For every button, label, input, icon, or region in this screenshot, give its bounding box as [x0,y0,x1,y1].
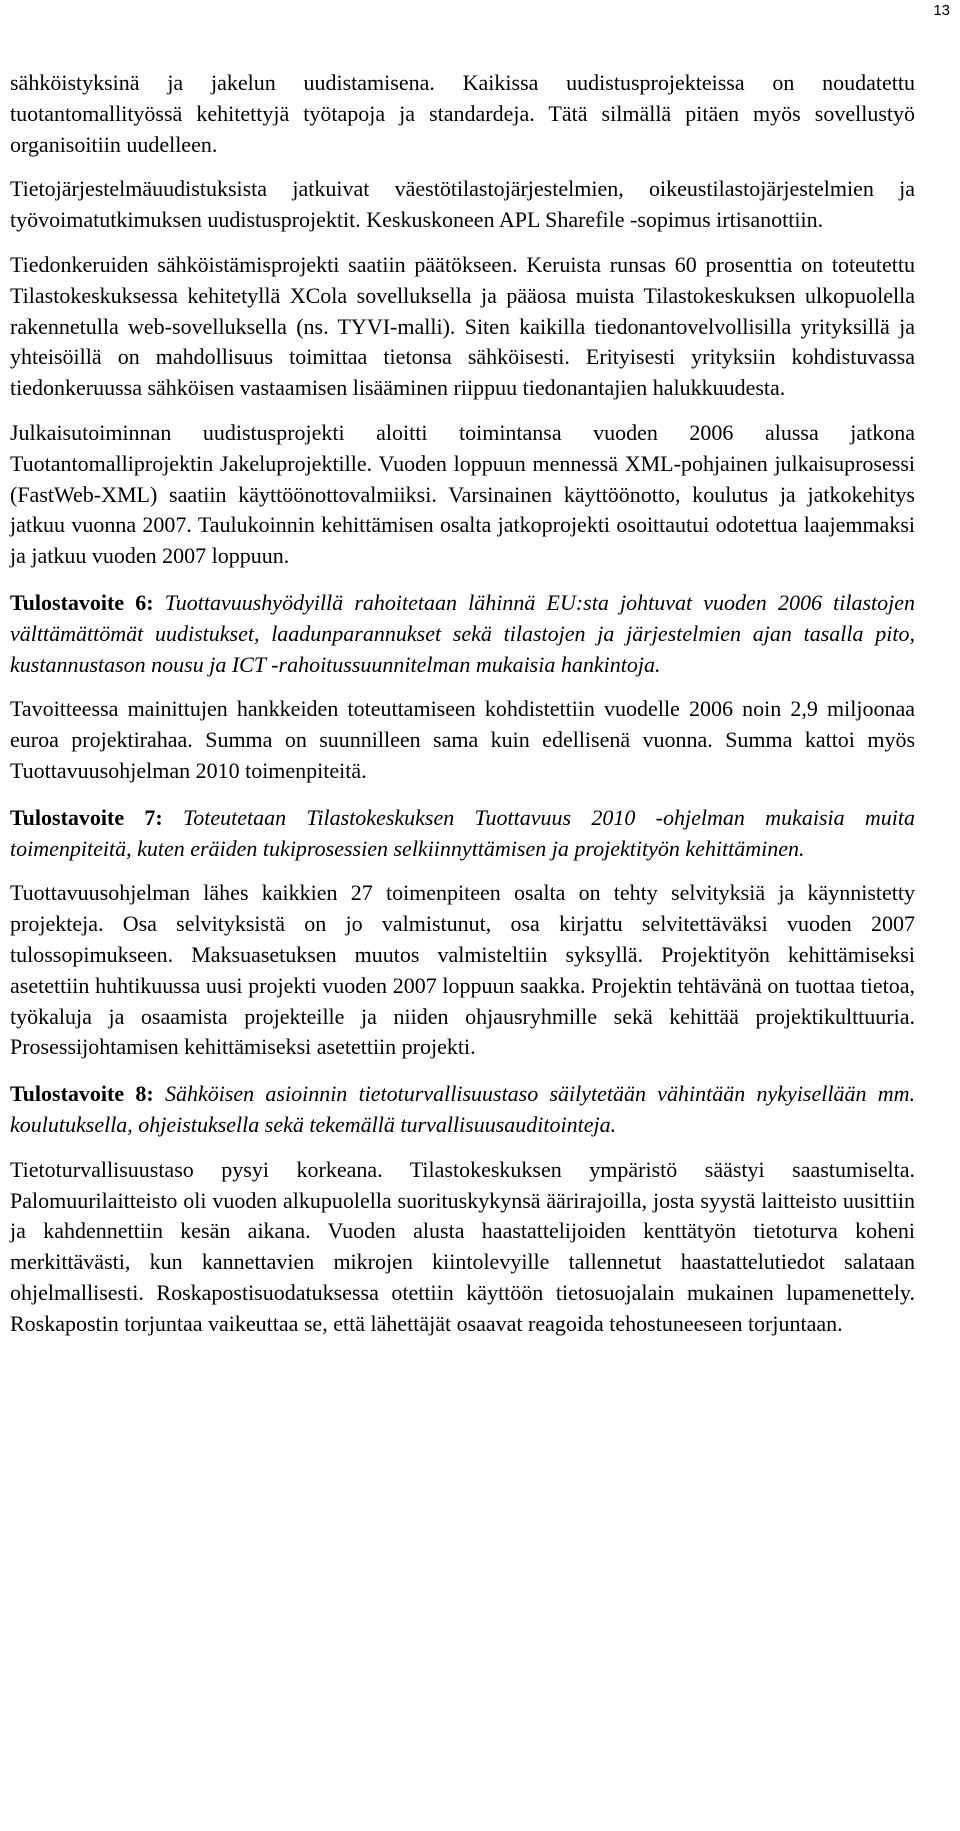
goal-7-body: Tuottavuusohjelman lähes kaikkien 27 toimenpiteen osalta on tehty selvityksiä ja käynnistetty projekteja. Osa selvityksistä on jo valmistunut, osa kirjattu selvitettäväksi vuoden 2007 tulossopimukseen. Maksuasetuksen muutos valmisteltiin syksyllä. Projektityön kehittämiseksi asetettiin huhtikuussa uusi projekti vuoden 2007 loppuun saakka. Projektin tehtävänä on tuottaa tietoa, työkaluja ja osaamista projekteille ja niiden ohjausryhmille sekä kehittää projektikulttuuria. Prosessijohtamisen kehittämiseksi asetettiin projekti. [10,880,915,1060]
goal-6-heading [10,588,915,680]
paragraph-1: sähköistyksinä ja jakelun uudistamisena. Kaikissa uudistusprojekteissa on noudatettu tuotantomallityössä kehitettyjä työtapoja ja standardeja. Tätä silmällä pitäen myös sovellustyö organisoitiin uudelleen. [10,70,915,157]
goal-7-text: Toteutetaan Tilastokeskuksen Tuottavuus 2010 -ohjelman mukaisia muita toimenpiteitä, kuten eräiden tukiprosessien selkiinnyttämisen ja projektityön kehittäminen. [10,804,916,861]
goal-6-body: Tavoitteessa mainittujen hankkeiden toteuttamiseen kohdistettiin vuodelle 2006 noin 2,9 miljoonaa euroa projektirahaa. Summa on suunnilleen sama kuin edellisenä vuonna. Summa kattoi myös Tuottavuusohjelman 2010 toimenpiteitä. [10,696,915,783]
document-body [10,68,915,1339]
goal-8-body: Tietoturvallisuustaso pysyi korkeana. Tilastokeskuksen ympäristö säästyi saastumiselta. Palomuurilaitteisto oli vuoden alkupuolella suorituskykynsä äärirajoilla, josta syystä laitteisto uusittiin ja kahdennettiin kesän aikana. Vuoden alusta haastattelijoiden kenttätyön tietoturva koheni merkittävästi, kun kannettavien mikrojen kiintolevyille tallennetut haastattelutiedot salataan ohjelmallisesti. Roskapostisuodatuksessa otettiin käyttöön tietosuojalain mukainen lupamenettely. Roskapostin torjuntaa vaikeuttaa se, että lähettäjät osaavat reagoida tehostuneeseen torjuntaan. [10,1156,915,1336]
paragraph-4: Julkaisutoiminnan uudistusprojekti aloitti toimintansa vuoden 2006 alussa jatkona Tuotantomalliprojektin Jakeluprojektille. Vuoden loppuun mennessä XML-pohjainen julkaisuprosessi (FastWeb-XML) saatiin käyttöönottovalmiiksi. Varsinainen käyttöönotto, koulutus ja jatkokehitys jatkuu vuonna 2007. Taulukoinnin kehittämisen osalta jatkoprojekti osoittautui odotettua laajemmaksi ja jatkuu vuoden 2007 loppuun. [10,419,915,569]
paragraph-3: Tiedonkeruiden sähköistämisprojekti saatiin päätökseen. Keruista runsas 60 prosenttia on toteutettu Tilastokeskuksessa kehitetyllä XCola sovelluksella ja pääosa muista Tilastokeskuksen ulkopuolella rakennetulla web-sovelluksella (ns. TYVI-malli). Siten kaikilla tiedonantovelvollisilla yrityksillä ja yhteisöillä on mahdollisuus toimittaa tietonsa sähköisesti. Erityisesti yrityksiin kohdistuvassa tiedonkeruussa sähköisen vastaamisen lisääminen riippuu tiedonantajien halukkuudesta. [10,251,915,401]
goal-8-text: Sähköisen asioinnin tietoturvallisuustaso säilytetään vähintään nykyisellään mm. koulutuksella, ohjeistuksella sekä tekemällä turvallisuusauditointeja. [10,1081,916,1137]
page-number: 13 [933,2,950,19]
goal-7-heading [10,803,915,865]
goal-6-text: Tuottavuushyödyillä rahoitetaan lähinnä EU:sta johtuvat vuoden 2006 tilastojen välttämättömät uudistukset, laadunparannukset sekä tilastojen ja järjestelmien ajan tasalla pito, kustannustason nousu ja ICT -rahoitussuunnitelman mukaisia hankintoja. [10,589,915,677]
goal-8-label: Tulostavoite 8: [10,1081,154,1107]
goal-7-label: Tulostavoite 7: [10,804,163,830]
paragraph-2: Tietojärjestelmäuudistuksista jatkuivat väestötilastojärjestelmien, oikeustilastojärjestelmien ja työvoimatutkimuksen uudistusprojektit. Keskuskoneen APL Sharefile -sopimus irtisanottiin. [10,176,915,233]
goal-8-heading [10,1079,915,1141]
goal-6-label: Tulostavoite 6: [10,589,154,615]
